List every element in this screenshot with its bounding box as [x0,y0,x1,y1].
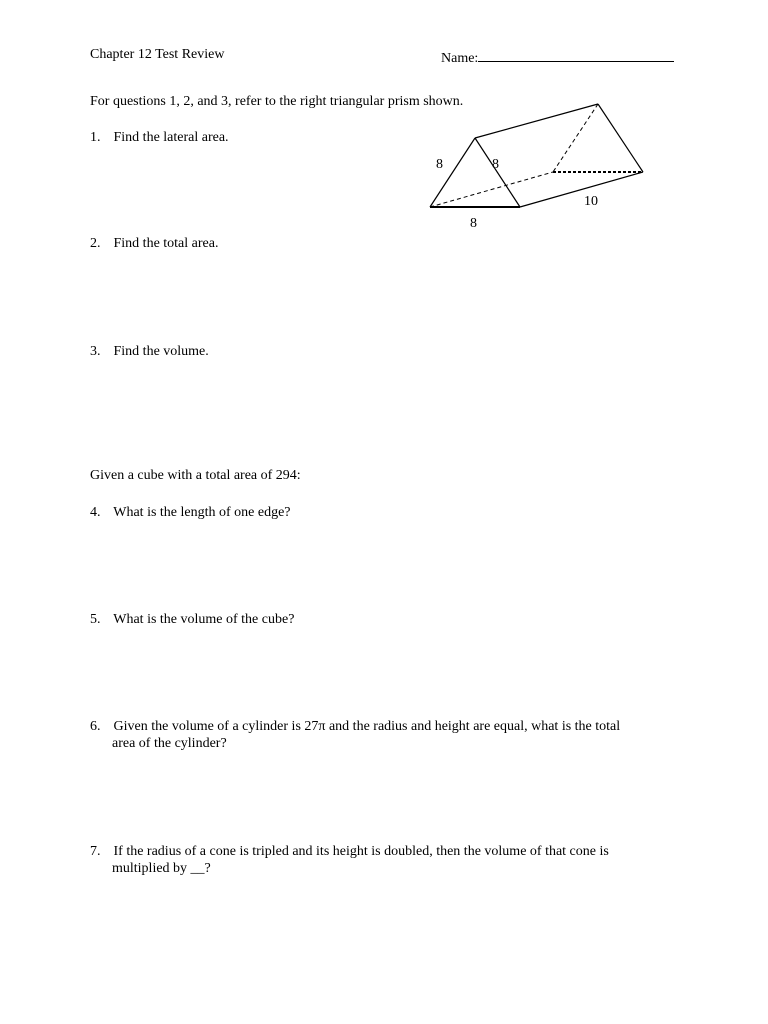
question-text: Find the total area. [113,236,219,251]
question-text: What is the volume of the cube? [113,612,295,627]
label-left-side: 8 [436,157,443,172]
question-number: 1. [90,130,101,145]
question-number: 5. [90,612,101,627]
label-right-side: 8 [492,157,499,172]
question-text: What is the length of one edge? [113,505,291,520]
label-length: 10 [584,194,598,209]
question-number: 7. [90,844,101,859]
bottom-left-hidden-edge [430,172,553,207]
back-right-edge [598,104,643,172]
bottom-right-length-edge [520,172,643,207]
question-text: Find the lateral area. [113,130,229,145]
prism-instructions: For questions 1, 2, and 3, refer to the right triangular prism shown. [90,94,464,109]
label-base: 8 [470,216,477,231]
top-length-edge [475,104,598,138]
front-right-edge [475,138,520,207]
question-number: 6. [90,719,101,734]
question-text-line2: area of the cylinder? [112,736,227,751]
question-text-line2: multiplied by __? [112,861,211,876]
question-text-line1: Given the volume of a cylinder is 27π and the radius and height are equal, what is the total [113,719,621,734]
front-left-edge [430,138,475,207]
question-text-line1: If the radius of a cone is tripled and its height is doubled, then the volume of that cone is [113,844,609,859]
question-number: 3. [90,344,101,359]
question-text: Find the volume. [113,344,209,359]
worksheet-title: Chapter 12 Test Review [90,47,225,62]
question-number: 4. [90,505,101,520]
question-number: 2. [90,236,101,251]
name-label: Name: [441,51,479,66]
cube-instructions: Given a cube with a total area of 294: [90,468,301,483]
